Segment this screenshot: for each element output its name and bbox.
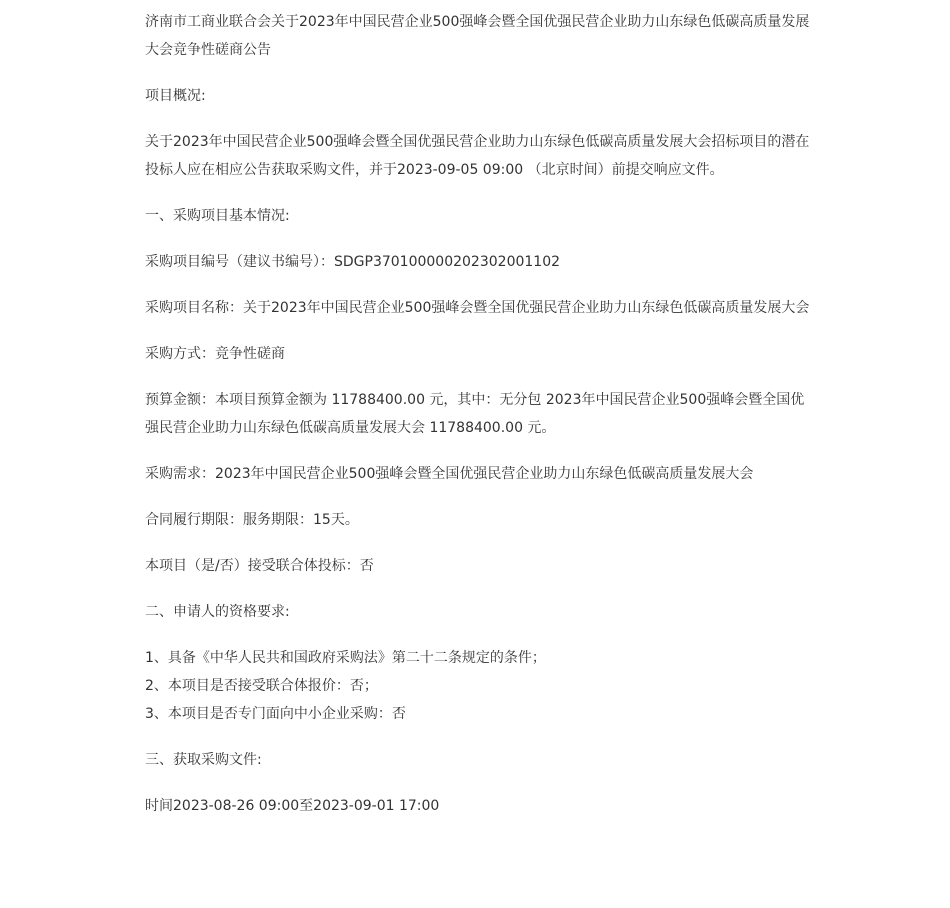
procurement-requirement: 采购需求：2023年中国民营企业500强峰会暨全国优强民营企业助力山东绿色低碳高质量发展大会 — [145, 466, 754, 482]
section-3-heading: 三、获取采购文件: — [145, 752, 262, 768]
budget-amount: 预算金额：本项目预算金额为 11788400.00 元，其中：无分包 2023年中国民营企业500强峰会暨全国优强民营企业助力山东绿色低碳高质量发展大会 11788400.00 元。 — [145, 392, 805, 436]
document-time-range: 时间2023-08-26 09:00至2023-09-01 17:00 — [145, 798, 440, 814]
qualification-list — [145, 644, 815, 728]
announcement-article — [145, 0, 815, 820]
overview-text: 关于2023年中国民营企业500强峰会暨全国优强民营企业助力山东绿色低碳高质量发展大会招标项目的潜在投标人应在相应公告获取采购文件，并于2023-09-05 09:00 （北京时间）前提交响应文件。 — [145, 134, 810, 178]
qualification-item: 3、本项目是否专门面向中小企业采购：否 — [145, 706, 406, 722]
project-number: 采购项目编号（建议书编号）：SDGP370100000202302001102 — [145, 254, 561, 270]
section-2-heading: 二、申请人的资格要求: — [145, 604, 290, 620]
overview-heading: 项目概况: — [145, 88, 206, 104]
contract-period: 合同履行期限：服务期限：15天。 — [145, 512, 359, 528]
procurement-method: 采购方式：竞争性磋商 — [145, 346, 285, 362]
notice-title: 济南市工商业联合会关于2023年中国民营企业500强峰会暨全国优强民营企业助力山东绿色低碳高质量发展大会竞争性磋商公告 — [145, 14, 810, 58]
consortium-bidding: 本项目（是/否）接受联合体投标：否 — [145, 558, 374, 574]
section-1-heading: 一、采购项目基本情况: — [145, 208, 290, 224]
qualification-item: 1、具备《中华人民共和国政府采购法》第二十二条规定的条件； — [145, 650, 546, 666]
qualification-item: 2、本项目是否接受联合体报价：否； — [145, 678, 378, 694]
project-name: 采购项目名称：关于2023年中国民营企业500强峰会暨全国优强民营企业助力山东绿色低碳高质量发展大会 — [145, 300, 810, 316]
